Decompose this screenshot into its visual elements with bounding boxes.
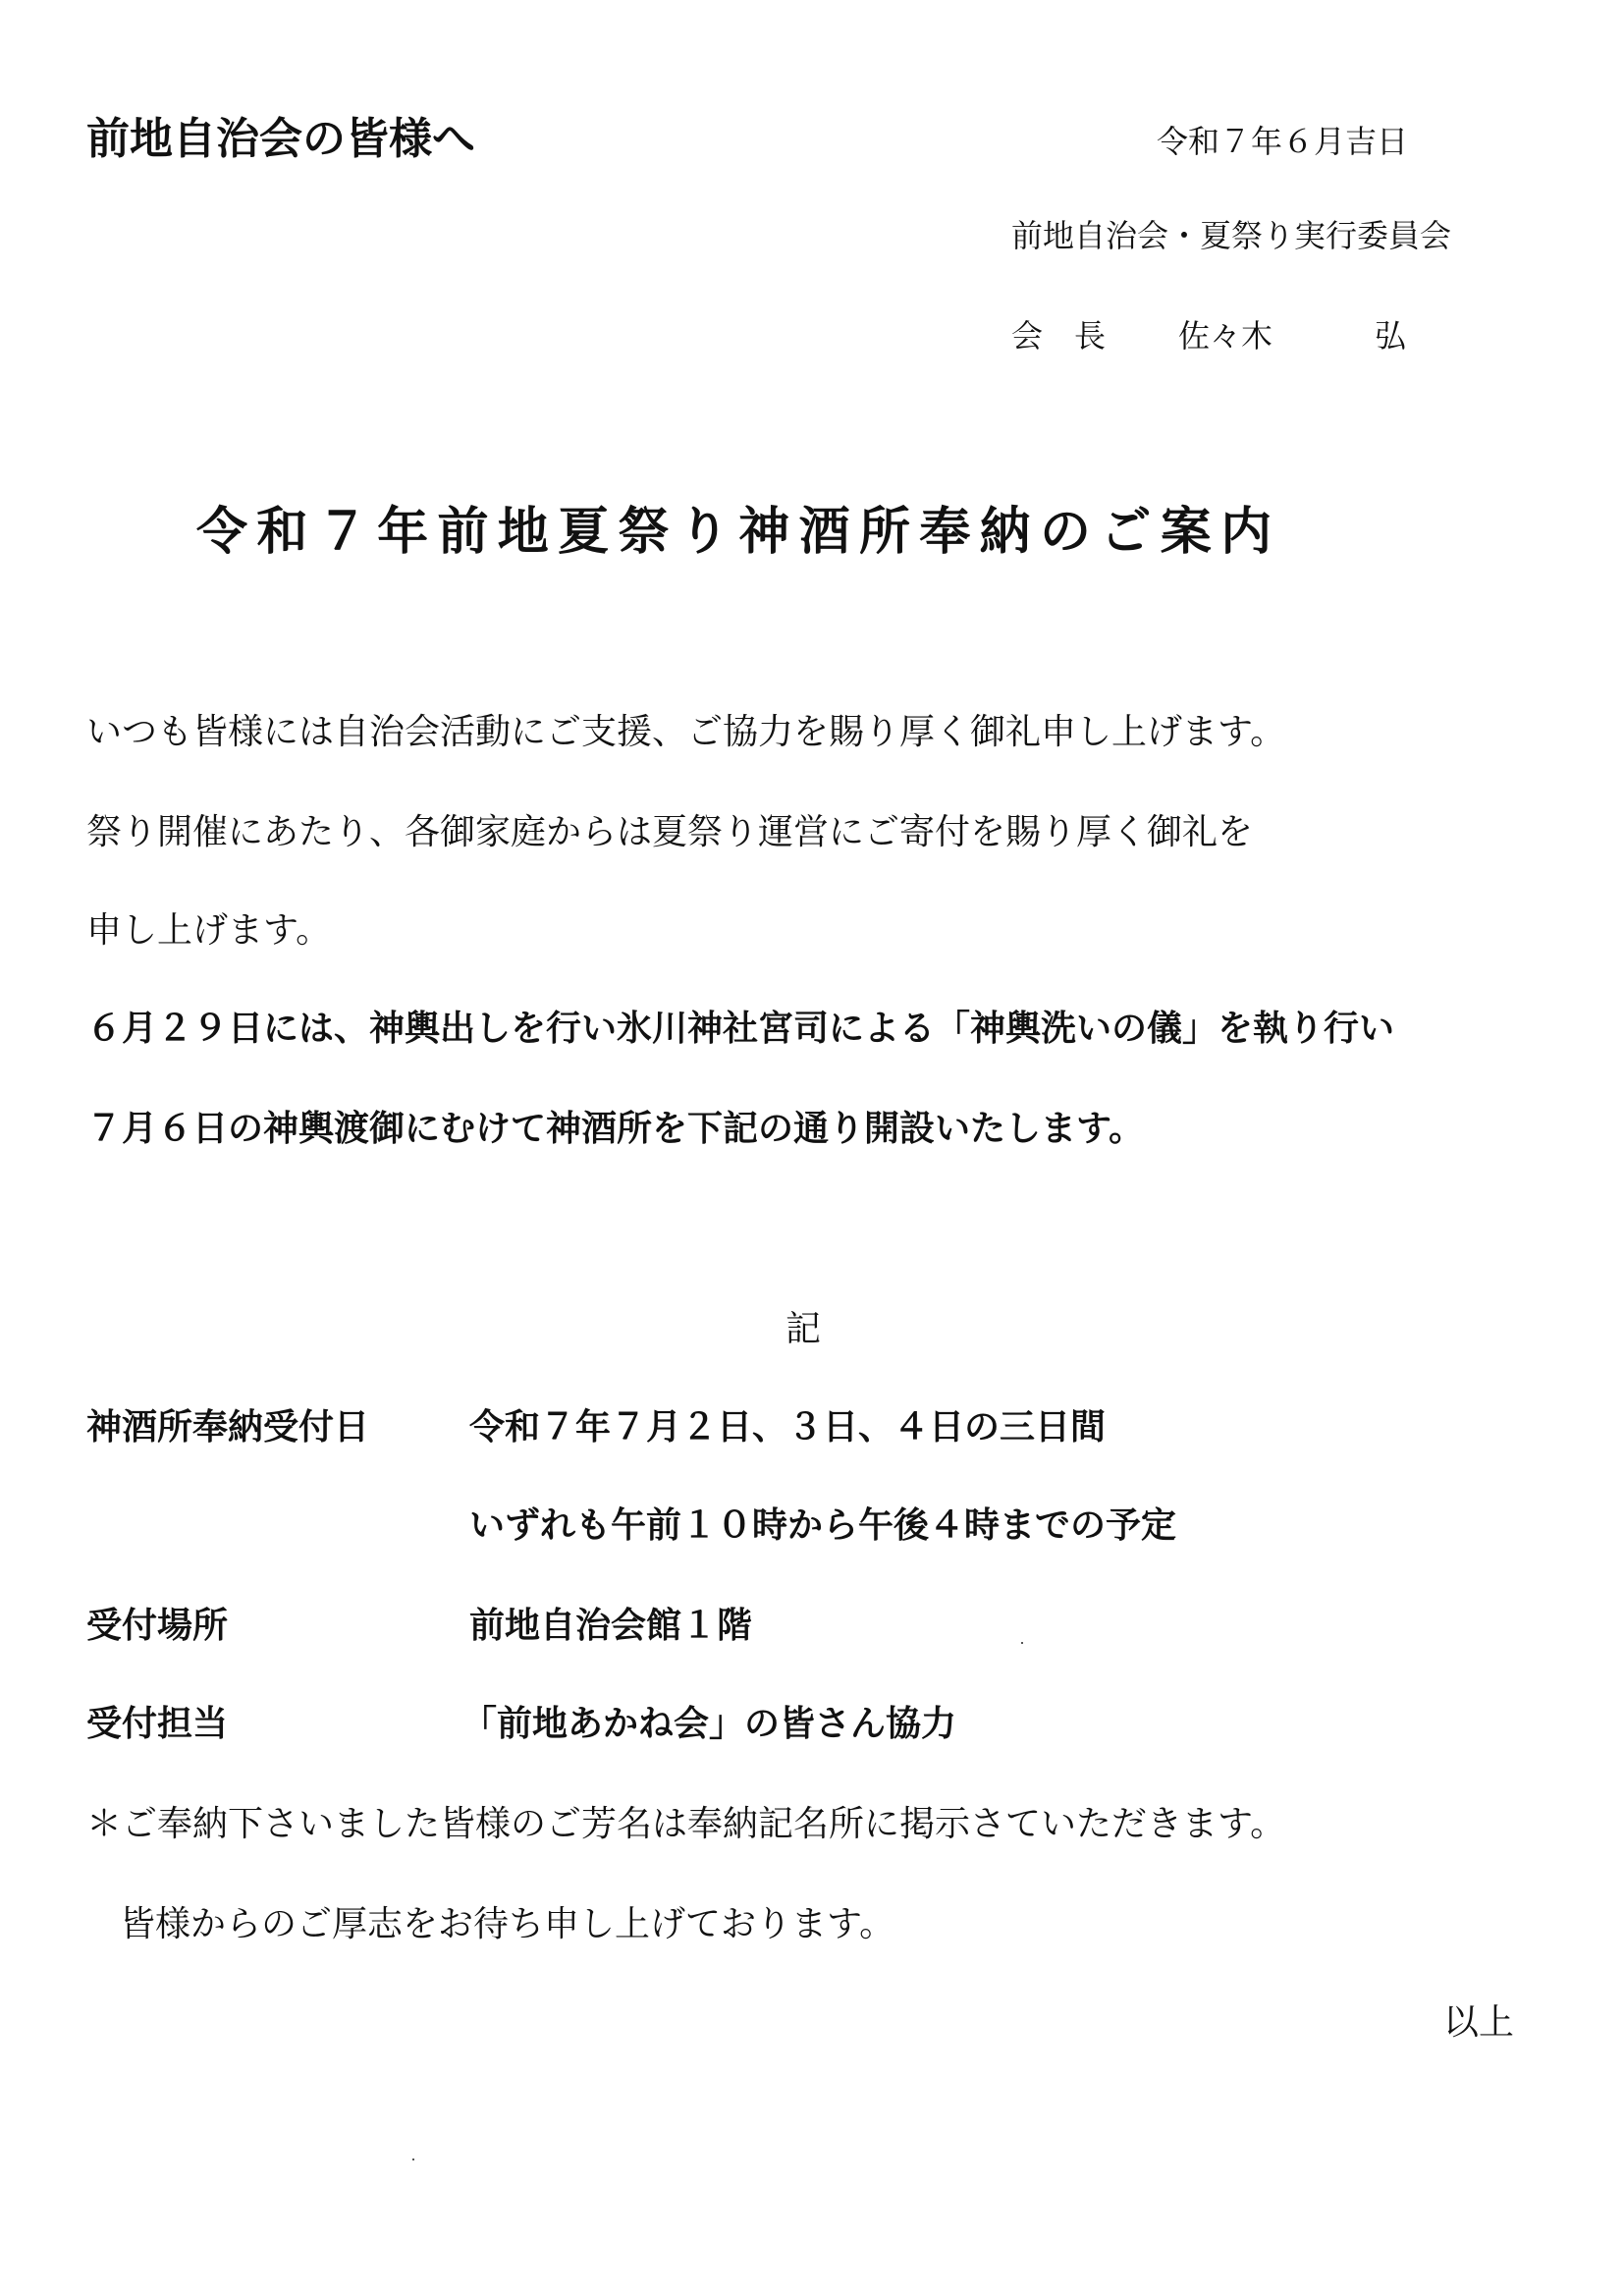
organization-name: 前地自治会・夏祭り実行委員会 bbox=[1011, 217, 1452, 254]
footnote-line-1: ＊ご奉納下さいました皆様のご芳名は奉納記名所に掲示さていただきます。 bbox=[86, 1804, 1286, 1844]
body-paragraph-3-line-2: ７月６日の神輿渡御にむけて神酒所を下記の通り開設いたします。 bbox=[86, 1109, 1145, 1149]
issue-date: 令和７年６月吉日 bbox=[1157, 123, 1409, 160]
footnote-line-2: 皆様からのご厚志をお待ち申し上げております。 bbox=[120, 1904, 895, 1944]
body-paragraph-3-line-1: ６月２９日には、神輿出しを行い氷川神社宮司による「神輿洗いの儀」を執り行い bbox=[86, 1009, 1395, 1049]
detail-value-reception-date: 令和７年７月２日、３日、４日の三日間 bbox=[469, 1407, 1107, 1448]
scan-speck bbox=[412, 2158, 414, 2160]
chair-title: 会 長 bbox=[1011, 317, 1107, 355]
scan-speck bbox=[1021, 1642, 1023, 1644]
body-paragraph-1: いつも皆様には自治会活動にご支援、ご協力を賜り厚く御礼申し上げます。 bbox=[86, 712, 1286, 752]
detail-value-reception-place: 前地自治会館１階 bbox=[469, 1606, 753, 1646]
document-title: 令和７年前地夏祭り神酒所奉納のご案内 bbox=[196, 503, 1281, 562]
detail-value-reception-staff: 「前地あかね会」の皆さん協力 bbox=[461, 1704, 957, 1744]
chair-surname: 佐々木 bbox=[1178, 317, 1273, 355]
detail-label-reception-place: 受付場所 bbox=[86, 1606, 229, 1646]
notice-heading: 記 bbox=[785, 1309, 822, 1349]
chair-given-name: 弘 bbox=[1375, 317, 1407, 355]
detail-label-reception-staff: 受付担当 bbox=[86, 1704, 229, 1744]
closing-mark: 以上 bbox=[1443, 2002, 1515, 2043]
detail-value-reception-hours: いずれも午前１０時から午後４時までの予定 bbox=[469, 1505, 1177, 1546]
addressee: 前地自治会の皆様へ bbox=[86, 114, 475, 164]
body-paragraph-2-line-2: 申し上げます。 bbox=[86, 910, 332, 951]
detail-label-reception-date: 神酒所奉納受付日 bbox=[86, 1407, 370, 1448]
body-paragraph-2-line-1: 祭り開催にあたり、各御家庭からは夏祭り運営にご寄付を賜り厚く御礼を bbox=[86, 812, 1254, 852]
